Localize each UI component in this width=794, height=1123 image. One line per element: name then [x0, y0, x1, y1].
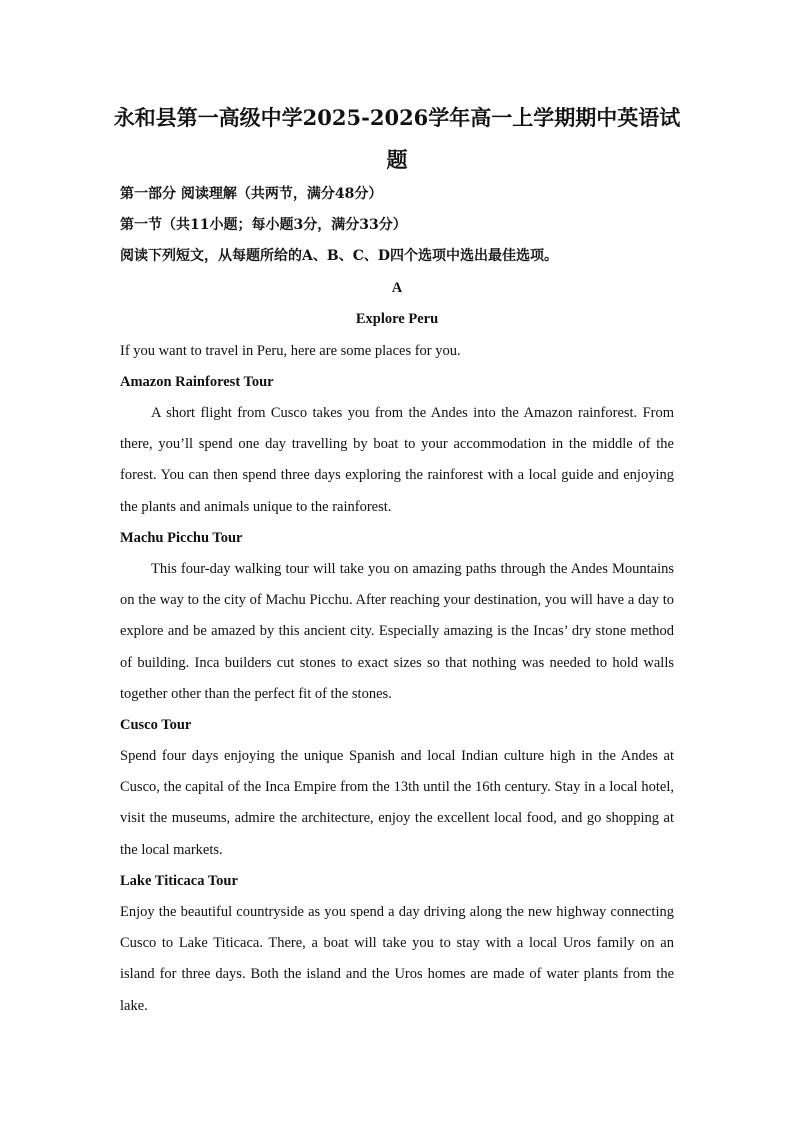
passage-title: Explore Peru — [355, 311, 439, 327]
instruction-text: 阅读下列短文，从每题所给的A、B、C、D四个选项中选出最佳选项。 — [120, 248, 558, 264]
tour-heading-titicaca: Lake Titicaca Tour — [120, 873, 238, 889]
exam-title: 永和县第一高级中学2025-2026学年高一上学期期中英语试题 — [113, 105, 681, 172]
section-heading: 第一节（共11小题；每小题3分，满分33分） — [120, 217, 407, 233]
passage-label: A — [391, 280, 403, 296]
passage-intro: If you want to travel in Peru, here are some places for you. — [120, 343, 461, 359]
tour-heading-amazon: Amazon Rainforest Tour — [120, 374, 274, 390]
tour-text-amazon: A short flight from Cusco takes you from the Andes into the Amazon rainforest. From there, you’ll spend one day travelling by boat to your accommodation in the middle of the forest. You can then spend three days exploring the rainforest with a local guide and enjoying the plants and animals unique to the rainforest. — [120, 405, 674, 515]
tour-text-cusco: Spend four days enjoying the unique Spanish and local Indian culture high in the Andes at Cusco, the capital of the Inca Empire from the 13th until the 16th century. Stay in a local hotel, visit the museums, admire the architecture, enjoy the excellent local food, and go shopping at the local markets. — [120, 748, 674, 858]
part-heading: 第一部分 阅读理解（共两节，满分48分） — [120, 186, 383, 202]
tour-text-titicaca: Enjoy the beautiful countryside as you spend a day driving along the new highway connecting Cusco to Lake Titicaca. There, a boat will take you to stay with a local Uros family on an island for three days. Both the island and the Uros homes are made of water plants from the lake. — [120, 904, 674, 1014]
tour-heading-machu-picchu: Machu Picchu Tour — [120, 530, 243, 546]
tour-heading-cusco: Cusco Tour — [120, 717, 192, 733]
tour-text-machu-picchu: This four-day walking tour will take you on amazing paths through the Andes Mountains on the way to the city of Machu Picchu. After reaching your destination, you will have a day to explore and be amazed by this ancient city. Especially amazing is the Incas’ dry stone method of building. Inca builders cut stones to exact sizes so that nothing was needed to hold walls together other than the perfect fit of the stones. — [120, 561, 674, 702]
